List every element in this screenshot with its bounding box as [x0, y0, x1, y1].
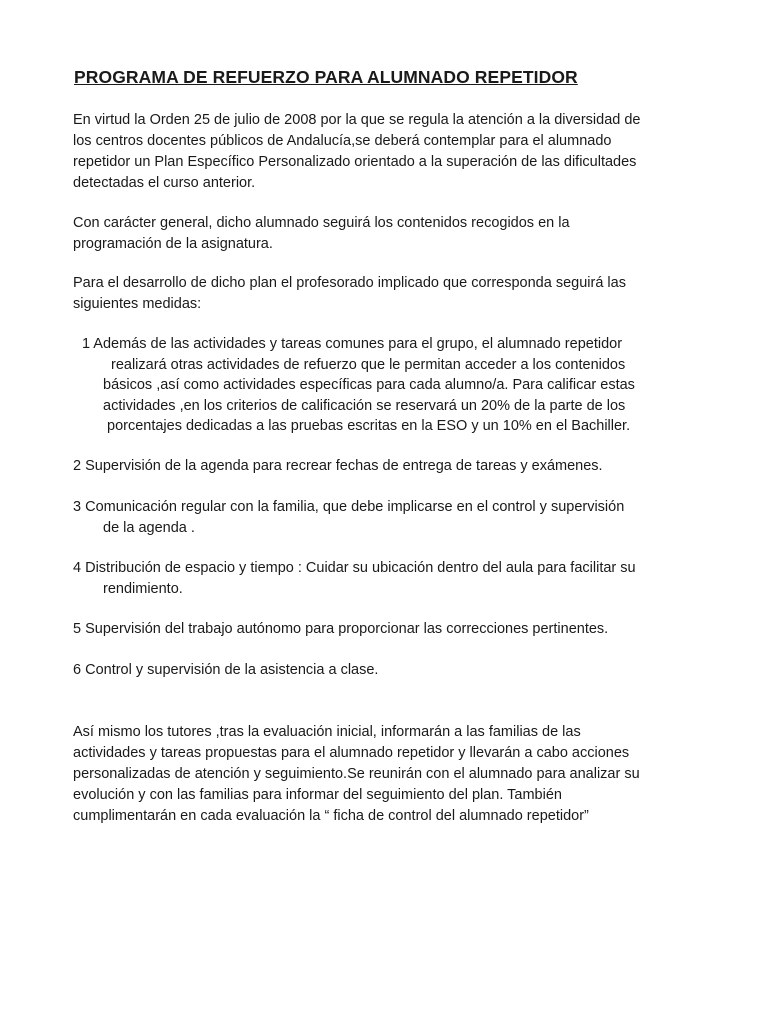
- text-line: En virtud la Orden 25 de julio de 2008 por la que se regula la atención a la diversidad de: [73, 112, 641, 128]
- item-line: 3 Comunicación regular con la familia, que debe implicarse en el control y supervisión: [73, 499, 625, 515]
- item-line: 5 Supervisión del trabajo autónomo para proporcionar las correcciones pertinentes.: [73, 621, 609, 637]
- measure-item-2: [73, 456, 603, 477]
- measure-item-6: [73, 660, 378, 681]
- document-title: PROGRAMA DE REFUERZO PARA ALUMNADO REPETIDOR: [74, 67, 578, 87]
- text-line: actividades y tareas propuestas para el alumnado repetidor y llevarán a cabo acciones: [73, 745, 630, 761]
- item-line: 4 Distribución de espacio y tiempo : Cuidar su ubicación dentro del aula para facilitar su: [73, 560, 636, 576]
- measure-item-4: [73, 558, 636, 599]
- text-line: repetidor un Plan Específico Personalizado orientado a la superación de las dificultades: [73, 154, 637, 170]
- measures-intro-paragraph: [73, 273, 713, 315]
- item-line: realizará otras actividades de refuerzo que le permitan acceder a los contenidos: [111, 356, 626, 373]
- item-line: 6 Control y supervisión de la asistencia a clase.: [73, 662, 379, 678]
- text-line: evolución y con las familias para informar del seguimiento del plan. También: [73, 787, 562, 803]
- measure-item-3: [73, 497, 624, 538]
- text-line: personalizadas de atención y seguimiento.Se reunirán con el alumnado para analizar su: [73, 766, 640, 782]
- measure-item-5: [73, 619, 608, 640]
- text-line: detectadas el curso anterior.: [73, 175, 256, 191]
- item-line: 1 Además de las actividades y tareas comunes para el grupo, el alumnado repetidor: [82, 336, 623, 352]
- text-line: programación de la asignatura.: [73, 236, 273, 252]
- item-line: actividades ,en los criterios de calificación se reservará un 20% de la parte de los: [103, 397, 626, 414]
- text-line: Con carácter general, dicho alumnado seguirá los contenidos recogidos en la: [73, 215, 570, 231]
- item-line: básicos ,así como actividades específicas para cada alumno/a. Para calificar estas: [103, 377, 635, 393]
- item-line: de la agenda .: [103, 519, 195, 536]
- closing-paragraph: [73, 722, 713, 827]
- general-paragraph: [73, 213, 713, 255]
- text-line: los centros docentes públicos de Andalucía,se deberá contemplar para el alumnado: [73, 133, 612, 149]
- text-line: cumplimentarán en cada evaluación la “ ficha de control del alumnado repetidor”: [73, 808, 589, 824]
- measure-item-1: [82, 334, 635, 437]
- text-line: siguientes medidas:: [73, 296, 202, 312]
- text-line: Para el desarrollo de dicho plan el profesorado implicado que corresponda seguirá las: [73, 275, 626, 291]
- item-line: rendimiento.: [103, 580, 183, 597]
- intro-paragraph: [73, 110, 713, 194]
- item-line: 2 Supervisión de la agenda para recrear fechas de entrega de tareas y exámenes.: [73, 458, 603, 474]
- item-line: porcentajes dedicadas a las pruebas escritas en la ESO y un 10% en el Bachiller.: [107, 418, 631, 434]
- text-line: Así mismo los tutores ,tras la evaluación inicial, informarán a las familias de las: [73, 724, 581, 740]
